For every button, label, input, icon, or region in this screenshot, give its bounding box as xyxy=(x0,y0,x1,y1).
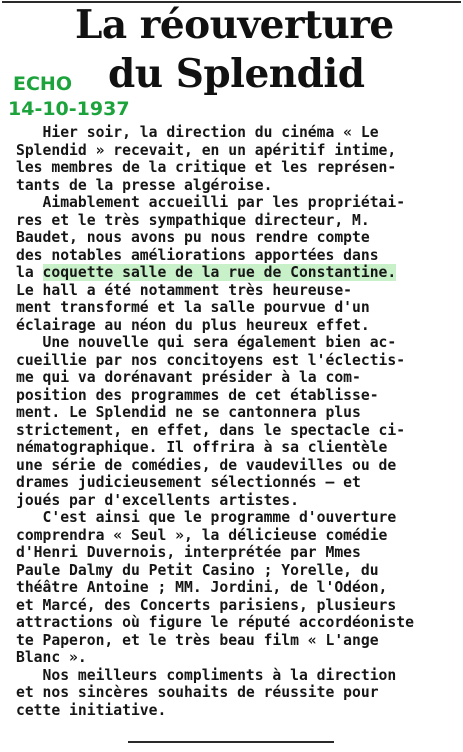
article-line: Splendid » recevait, en un apéritif intime, xyxy=(16,141,397,159)
bottom-rule xyxy=(128,741,334,743)
article-line: Blanc ». xyxy=(16,649,87,666)
article-line: une série de comédies, de vaudevilles ou de xyxy=(16,456,397,474)
article-line: drames judicieusement sélectionnés — et xyxy=(16,474,361,491)
article-line: res et le très sympathique directeur, M. xyxy=(16,211,370,229)
article-line: attractions où figure le réputé accordéoniste xyxy=(16,614,414,631)
article-line: les membres de la critique et les représen- xyxy=(16,159,397,176)
annotation-date: 14-10-1937 xyxy=(8,98,130,120)
article-line: Nos meilleurs compliments à la direction xyxy=(16,666,397,684)
article-line: strictement, en effet, dans le spectacle ci- xyxy=(16,421,406,439)
article-line: et nos sincères souhaits de réussite pour xyxy=(16,684,379,701)
article-line: Baudet, nous avons pu nous rendre compte xyxy=(16,229,370,246)
article-line: cueillie par nos concitoyens est l'éclectis- xyxy=(16,351,406,369)
headline-line-2: du Splendid xyxy=(108,51,365,97)
article-line: ment. Le Splendid ne se cantonnera plus xyxy=(16,404,361,421)
article-line: Aimablement accueilli par les propriétai- xyxy=(16,194,406,211)
article-line: d'Henri Duvernois, interprétée par Mmes xyxy=(16,544,361,561)
article-line: tants de la presse algéroise. xyxy=(16,176,273,194)
article-line: te Paperon, et le très beau film « L'ange xyxy=(16,631,379,649)
article-line: théâtre Antoine ; MM. Jordini, de l'Odéon, xyxy=(16,579,388,596)
article-line-highlighted xyxy=(16,264,452,282)
article-line: Paule Dalmy du Petit Casino ; Yorelle, du xyxy=(16,561,379,579)
article-line: éclairage au néon du plus heureux effet. xyxy=(16,316,370,334)
article-line: Hier soir, la direction du cinéma « Le xyxy=(16,124,379,141)
article-line: cette initiative. xyxy=(16,701,167,719)
article-line: et Marcé, des Concerts parisiens, plusieurs xyxy=(16,596,397,614)
article-line: des notables améliorations apportées dans xyxy=(16,246,379,264)
article-line: comprendra « Seul », la délicieuse comédie xyxy=(16,526,388,544)
annotation-source: ECHO xyxy=(13,73,72,95)
article-line: me qui va dorénavant présider à la com- xyxy=(16,369,361,386)
article-line: C'est ainsi que le programme d'ouverture xyxy=(16,509,397,526)
headline-line-1: La réouverture xyxy=(75,2,394,48)
highlighted-text: coquette salle de la rue de Constantine. xyxy=(42,264,397,281)
article-line: nématographique. Il offrira à sa clientèle xyxy=(16,439,388,456)
article-line: Une nouvelle qui sera également bien ac- xyxy=(16,334,397,351)
article-body xyxy=(16,124,452,719)
article-line: ment transformé et la salle pourvue d'un xyxy=(16,299,370,316)
article-line: joués par d'excellents artistes. xyxy=(16,491,299,509)
article-line: position des programmes de cet établisse- xyxy=(16,386,379,404)
article-line-lead: la xyxy=(16,264,43,281)
article-line: Le hall a été notamment très heureuse- xyxy=(16,281,353,299)
